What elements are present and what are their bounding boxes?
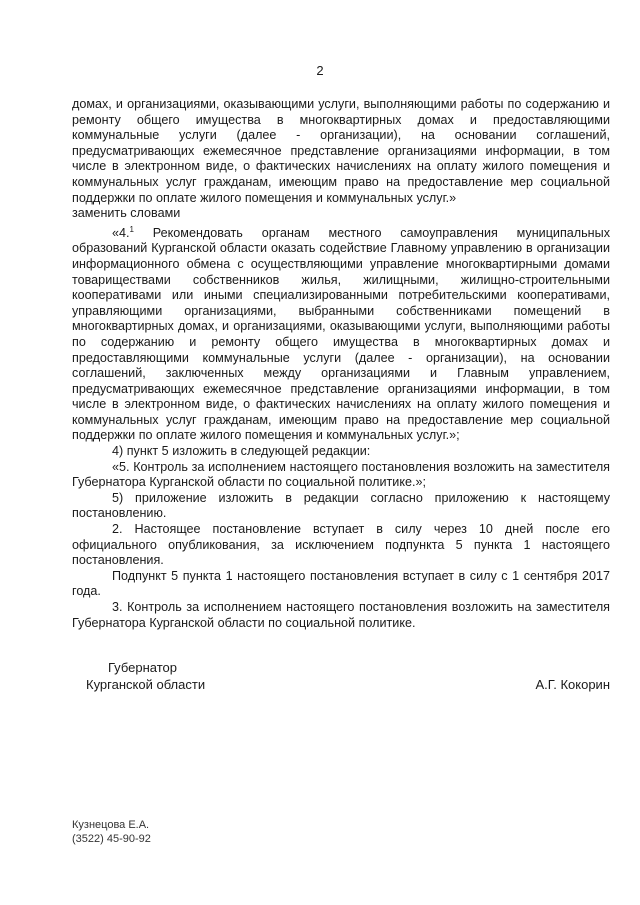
paragraph-subitem-5: 5) приложение изложить в редакции согласно приложению к настоящему постановлению. [72, 490, 610, 521]
paragraph-subitem-4: 4) пункт 5 изложить в следующей редакции: [112, 444, 371, 459]
paragraph-item-5: «5. Контроль за исполнением настоящего постановления возложить на заместителя Губернатора Курганской области по социальной политике.»; [72, 459, 610, 490]
paragraph-effective-date: Подпункт 5 пункта 1 настоящего постановления вступает в силу с 1 сентября 2017 года. [72, 568, 610, 599]
paragraph-item-4-1 [72, 222, 610, 444]
document-body [72, 97, 610, 631]
paragraph-clause-3: 3. Контроль за исполнением настоящего постановления возложить на заместителя Губернатора Курганской области по социальной политике. [72, 600, 610, 630]
executor-phone: (3522) 45-90-92 [72, 833, 151, 845]
item-4-1-number: «4. [112, 225, 130, 240]
signature-title: Губернатор [108, 660, 177, 675]
item-4-1-superscript: 1 [129, 224, 134, 234]
paragraph-continuation: домах, и организациями, оказывающими услуги, выполняющими работы по содержанию и ремонту общего имущества в многоквартирных домах и предоставляющими коммунальные услуги (далее - организации), на основании соглашений, предусматривающих ежемесячное представление организациями информации, в том числе в электронном виде, о фактических начислениях на оплату жилого помещения и коммунальных услуг гражданам, имеющим право на предоставление мер социальной поддержки по оплате жилого помещения и коммунальных услуг.» [72, 97, 610, 205]
executor-name: Кузнецова Е.А. [72, 819, 150, 831]
signature-name: А.Г. Кокорин [535, 677, 610, 692]
paragraph-clause-2: 2. Настоящее постановление вступает в силу через 10 дней после его официального опубликования, за исключением подпункта 5 пункта 1 настоящего постановления. [72, 522, 610, 568]
item-4-1-text: Рекомендовать органам местного самоуправления муниципальных образований Курганской области оказать содействие Главному управлению в организации информационного обмена с осуществляющими управление многоквартирными домами товариществами собственников жилья, жилищными, жилищно-строительными кооперативами или иными специализированными потребительскими кооперативами, управляющими организациями, выбранными собственниками помещений в многоквартирных домах, и организациями, оказывающими услуги, выполняющими работы по содержанию и ремонту общего имущества в многоквартирных домах и предоставляющими коммунальные услуги (далее - организации), на основании соглашений, заключенных между организациями и Главным управлением, предусматривающих ежемесячное представление организациями информации, в том числе в электронном виде, о фактических начислениях на оплату жилого помещения и коммунальных услуг гражданам, имеющим право на предоставление мер социальной поддержки по оплате жилого помещения и коммунальных услуг.»; [72, 225, 610, 443]
page-number: 2 [316, 63, 324, 78]
paragraph-replace-with: заменить словами [72, 206, 181, 221]
signature-region: Курганской области [86, 677, 206, 692]
